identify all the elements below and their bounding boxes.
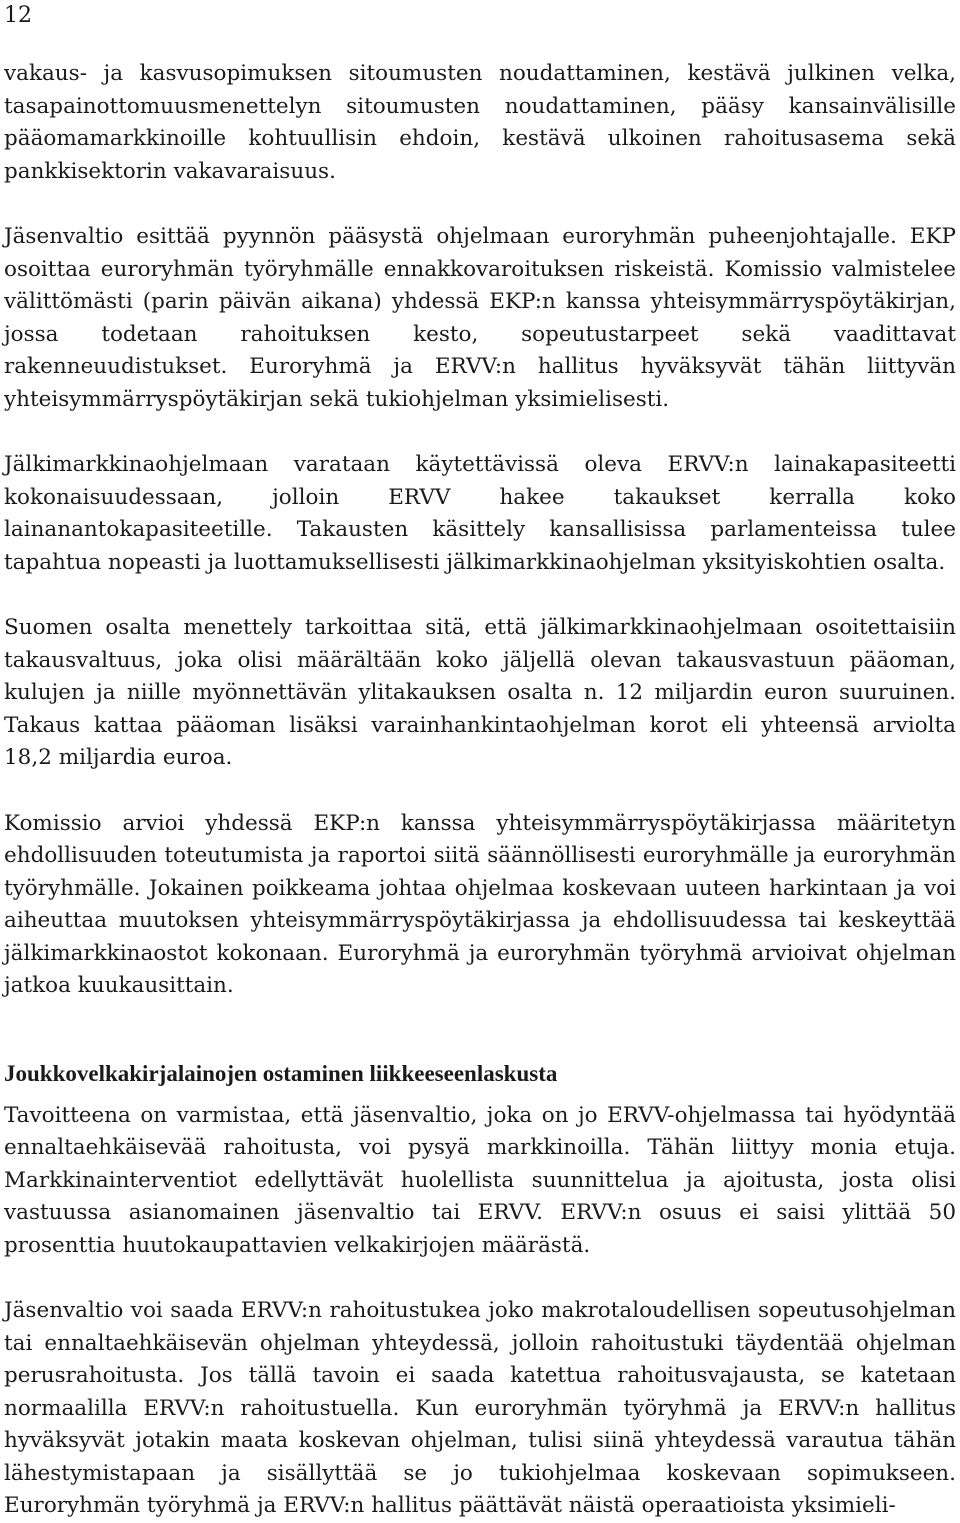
paragraph-primary-market-goal: Tavoitteena on varmistaa, että jäsenvaltio, joka on jo ERVV-ohjelmassa tai hyödyntää ennaltaehkäisevää rahoitusta, voi pysyä markkinoilla. Tähän liittyy monia etuja. Markkinainterventiot edellyttävät huolellista suunnittelua ja ajoitusta, josta olisi vastuussa asianomainen jäsenvaltio tai ERVV. ERVV:n osuus ei saisi ylittää 50 prosenttia huutokaupattavien velkakirjojen määrästä.: [4, 1102, 956, 1258]
paragraph-commission-assessment: Komissio arvioi yhdessä EKP:n kanssa yhteisymmärryspöytäkirjassa määritetyn ehdollisuuden toteutumista ja raportoi siitä säännöllisesti euroryhmälle ja euroryhmän työryhmälle. Jokainen poikkeama johtaa ohjelmaa koskevaan uuteen harkintaan ja voi aiheuttaa muutoksen yhteisymmärryspöytäkirjassa ja ehdollisuudessa tai keskeyttää jälkimarkkinaostot kokonaan. Euroryhmä ja euroryhmän työryhmä arvioivat ohjelman jatkoa kuukausittain.: [4, 810, 956, 998]
paragraph-secondary-market-capacity: Jälkimarkkinaohjelmaan varataan käytettävissä oleva ERVV:n lainakapasiteetti kokonaisuudessaan, jolloin ERVV hakee takaukset kerralla koko lainanantokapasiteetille. Takausten käsittely kansallisissa parlamenteissa tulee tapahtua nopeasti ja luottamuksellisesti jälkimarkkinaohjelman yksityiskohtien osalta.: [4, 452, 956, 575]
page-number: 12: [4, 3, 32, 28]
paragraph-eligibility-criteria: vakaus- ja kasvusopimuksen sitoumusten noudattaminen, kestävä julkinen velka, tasapainottomuusmenettelyn sitoumusten noudattaminen, pääsy kansainvälisille pääomamarkkinoille kohtuullisin ehdoin, kestävä ulkoinen rahoitusasema sekä pankkisektorin vakavaraisuus.: [4, 61, 956, 184]
paragraph-program-request: Jäsenvaltio esittää pyynnön pääsystä ohjelmaan euroryhmän puheenjohtajalle. EKP osoittaa euroryhmän työryhmälle ennakkovaroituksen riskeistä. Komissio valmistelee välittömästi (parin päivän aikana) yhdessä EKP:n kanssa yhteisymmärryspöytäkirjan, jossa todetaan rahoituksen kesto, sopeutustarpeet sekä vaadittavat rakenneuudistukset. Euroryhmä ja ERVV:n hallitus hyväksyvät tähän liittyvän yhteisymmärryspöytäkirjan sekä tukiohjelman yksimielisesti.: [4, 224, 956, 412]
paragraph-efsf-financial-support: Jäsenvaltio voi saada ERVV:n rahoitustukea joko makrotaloudellisen sopeutusohjelman tai ennaltaehkäisevän ohjelman yhteydessä, jolloin rahoitustuki täydentää ohjelman perusrahoitusta. Jos tällä tavoin ei saada katettua rahoitusvajausta, se katetaan normaalilla ERVV:n rahoitustuella. Kun euroryhmän työryhmä ja ERVV:n hallitus hyväksyvät jotakin maata koskevan ohjelman, tulisi siinä yhteydessä varautua tähän lähestymistapaan ja sisällyttää se jo tukiohjelmaa koskevaan sopimukseen. Euroryhmän työryhmä ja ERVV:n hallitus päättävät näistä operaatioista yksimieli-: [4, 1298, 956, 1518]
paragraph-finland-guarantee: Suomen osalta menettely tarkoittaa sitä, että jälkimarkkinaohjelmaan osoitettaisiin takausvaltuus, joka olisi määrältään koko jäljellä olevan takausvastuun pääoman, kulujen ja niille myönnettävän ylitakauksen osalta n. 12 miljardin euron suuruinen. Takaus kattaa pääoman lisäksi varainhankintaohjelman korot eli yhteensä arviolta 18,2 miljardia euroa.: [4, 615, 956, 770]
document-body: [4, 58, 956, 1523]
section-heading: Joukkovelkakirjalainojen ostaminen liikkeeseenlaskusta: [4, 1060, 558, 1086]
